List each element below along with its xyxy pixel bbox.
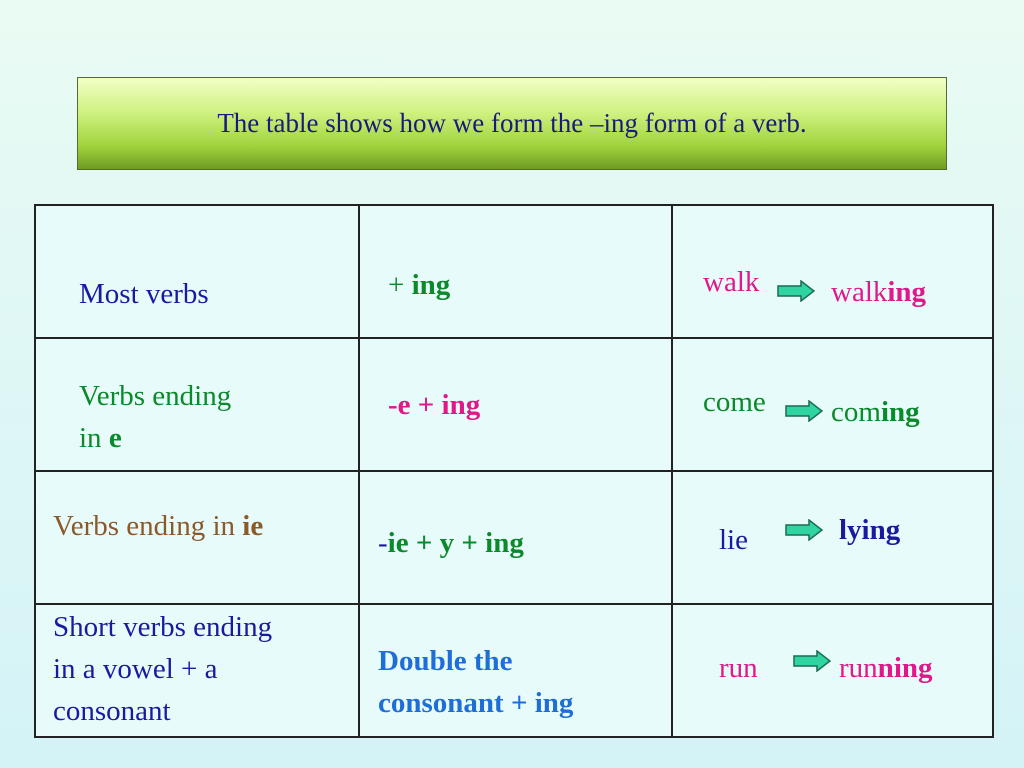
rule-text: Most verbs — [79, 278, 209, 310]
example-cell — [672, 471, 993, 604]
change-cell — [359, 471, 672, 604]
change-cell — [359, 205, 672, 338]
change-text: -e + ing — [388, 389, 481, 421]
arrow-right-icon — [793, 650, 831, 672]
ing-form: running — [839, 652, 933, 684]
rule-text: Verbs ending in ie — [53, 510, 264, 542]
ing-form: lying — [839, 514, 901, 546]
rule-cell — [35, 205, 359, 338]
ing-form-table — [34, 204, 994, 738]
rule-cell — [35, 604, 359, 737]
base-verb: come — [703, 386, 766, 418]
table-row — [35, 338, 993, 471]
table-row — [35, 604, 993, 737]
table-row — [35, 205, 993, 338]
arrow-right-icon — [785, 400, 823, 422]
arrow-right-icon — [785, 519, 823, 541]
banner-text: The table shows how we form the –ing form of a verb. — [217, 108, 807, 138]
change-cell — [359, 338, 672, 471]
title-banner — [77, 77, 947, 170]
change-text: Double the consonant + ing — [378, 645, 574, 719]
base-verb: run — [719, 652, 758, 684]
example-cell — [672, 604, 993, 737]
arrow-right-icon — [777, 280, 815, 302]
base-verb: lie — [719, 524, 748, 556]
change-text: -ie + y + ing — [378, 527, 524, 559]
change-cell — [359, 604, 672, 737]
rule-text: Short verbs ending in a vowel + a consonant — [53, 611, 273, 727]
table-row — [35, 471, 993, 604]
change-text: + ing — [388, 269, 451, 301]
example-cell — [672, 338, 993, 471]
example-cell — [672, 205, 993, 338]
base-verb: walk — [703, 266, 760, 298]
ing-form: walking — [831, 276, 927, 308]
rule-cell — [35, 471, 359, 604]
rule-cell — [35, 338, 359, 471]
ing-form: coming — [831, 396, 920, 428]
rule-text: Verbs ending in e — [79, 380, 232, 454]
